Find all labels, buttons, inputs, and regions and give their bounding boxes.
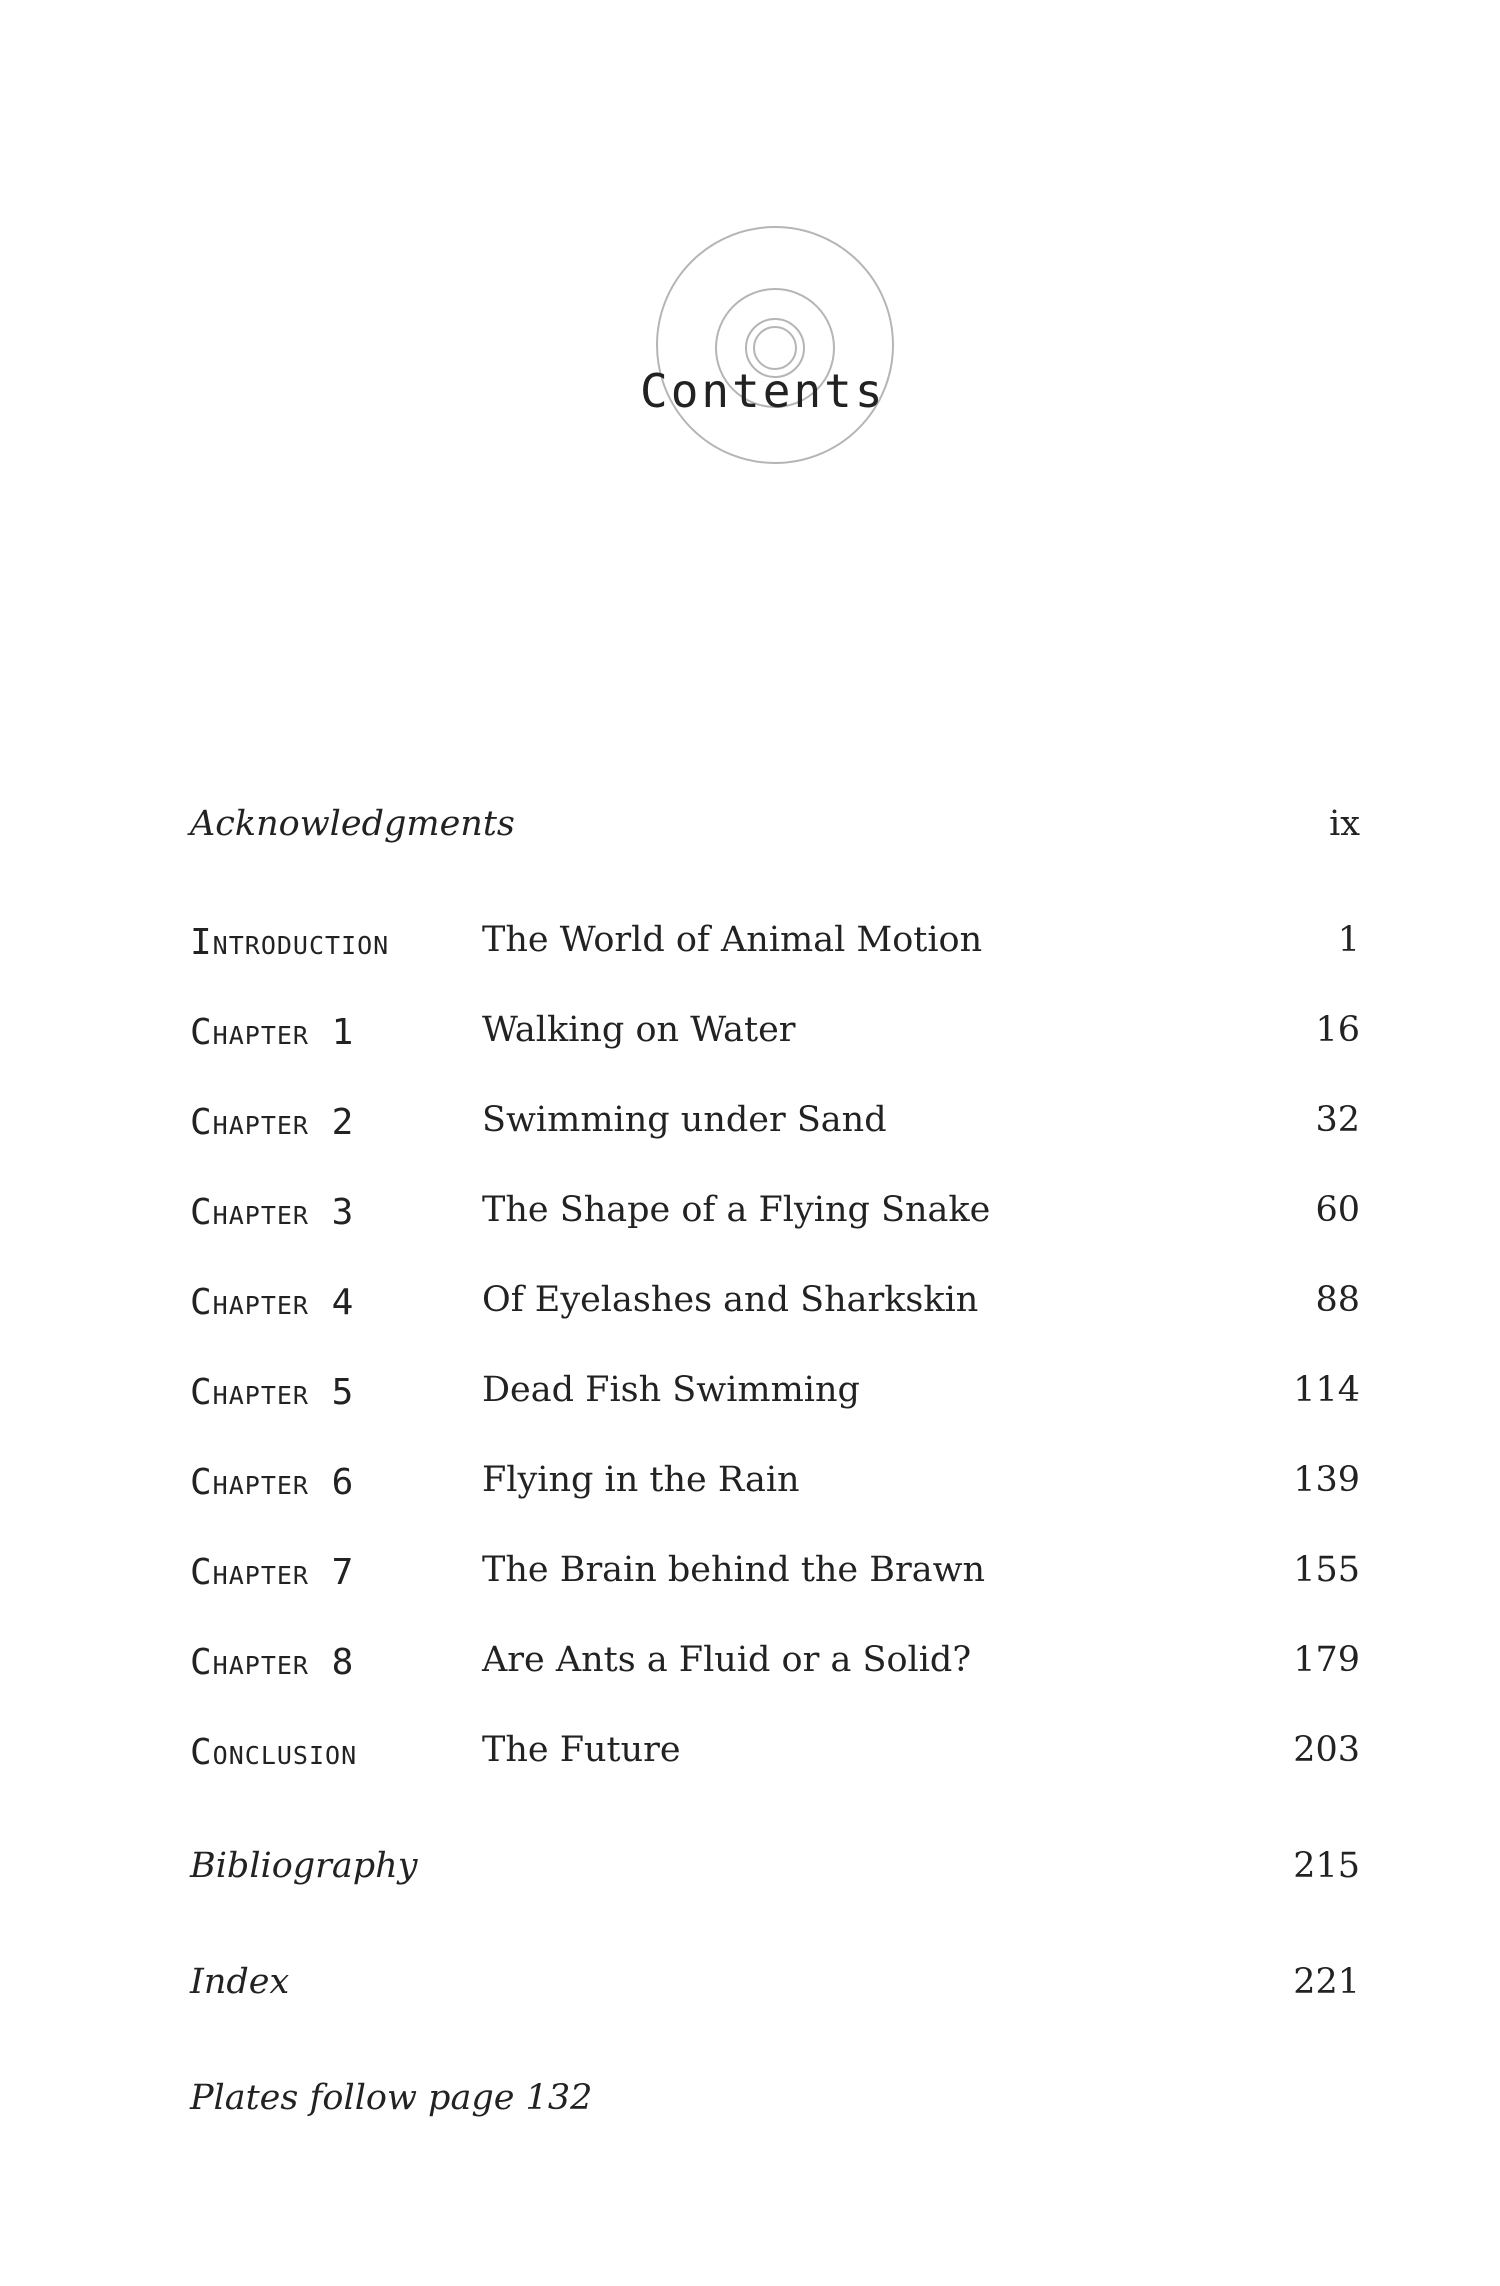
entry-page-number: 203 [1293, 1730, 1360, 1770]
toc-entry-chapter-8[interactable] [190, 1640, 1360, 1690]
entry-page-number: 179 [1293, 1640, 1360, 1680]
toc-entry-index[interactable] [190, 1962, 1360, 2012]
chapter-label: Chapter 2 [190, 1102, 355, 1143]
chapter-title: The Shape of a Flying Snake [482, 1190, 991, 1230]
entry-page-number: 32 [1315, 1100, 1360, 1140]
toc-entry-chapter-4[interactable] [190, 1280, 1360, 1330]
chapter-label: Chapter 4 [190, 1282, 355, 1323]
toc-entry-chapter-7[interactable] [190, 1550, 1360, 1600]
chapter-title: The Future [482, 1730, 681, 1770]
entry-page-number: ix [1329, 804, 1360, 844]
toc-entry-conclusion[interactable] [190, 1730, 1360, 1780]
toc-entry-chapter-2[interactable] [190, 1100, 1360, 1150]
entry-title: Index [190, 1962, 290, 2002]
chapter-title: Dead Fish Swimming [482, 1370, 860, 1410]
chapter-title: Of Eyelashes and Sharkskin [482, 1280, 979, 1320]
chapter-title: The World of Animal Motion [482, 920, 983, 960]
chapter-title: The Brain behind the Brawn [482, 1550, 986, 1590]
entry-page-number: 1 [1337, 920, 1360, 960]
toc-entry-chapter-5[interactable] [190, 1370, 1360, 1420]
toc-entry-bibliography[interactable] [190, 1846, 1360, 1896]
toc-entry-acknowledgments[interactable] [190, 804, 1360, 854]
entry-page-number: 221 [1293, 1962, 1360, 2002]
entry-page-number: 215 [1293, 1846, 1360, 1886]
entry-title: Acknowledgments [190, 804, 515, 844]
chapter-label: Chapter 8 [190, 1642, 355, 1683]
chapter-label: Introduction [190, 922, 390, 963]
chapter-label: Chapter 6 [190, 1462, 355, 1503]
toc-entry-chapter-6[interactable] [190, 1460, 1360, 1510]
entry-page-number: 114 [1293, 1370, 1360, 1410]
entry-page-number: 155 [1293, 1550, 1360, 1590]
chapter-title: Walking on Water [482, 1010, 796, 1050]
chapter-label: Chapter 7 [190, 1552, 355, 1593]
entry-page-number: 139 [1293, 1460, 1360, 1500]
entry-page-number: 88 [1315, 1280, 1360, 1320]
toc-entry-chapter-1[interactable] [190, 1010, 1360, 1060]
chapter-label: Chapter 3 [190, 1192, 355, 1233]
chapter-label: Chapter 5 [190, 1372, 355, 1413]
concentric-circles-ornament [655, 225, 895, 465]
chapter-label: Conclusion [190, 1732, 358, 1773]
chapter-title: Flying in the Rain [482, 1460, 800, 1500]
plates-note: Plates follow page 132 [190, 2078, 593, 2118]
toc-entry-introduction[interactable] [190, 920, 1360, 970]
entry-page-number: 16 [1315, 1010, 1360, 1050]
toc-entry-chapter-3[interactable] [190, 1190, 1360, 1240]
entry-page-number: 60 [1315, 1190, 1360, 1230]
chapter-title: Are Ants a Fluid or a Solid? [482, 1640, 972, 1680]
chapter-label: Chapter 1 [190, 1012, 355, 1053]
page-title: Contents [640, 364, 886, 418]
entry-title: Bibliography [190, 1846, 418, 1886]
chapter-title: Swimming under Sand [482, 1100, 887, 1140]
